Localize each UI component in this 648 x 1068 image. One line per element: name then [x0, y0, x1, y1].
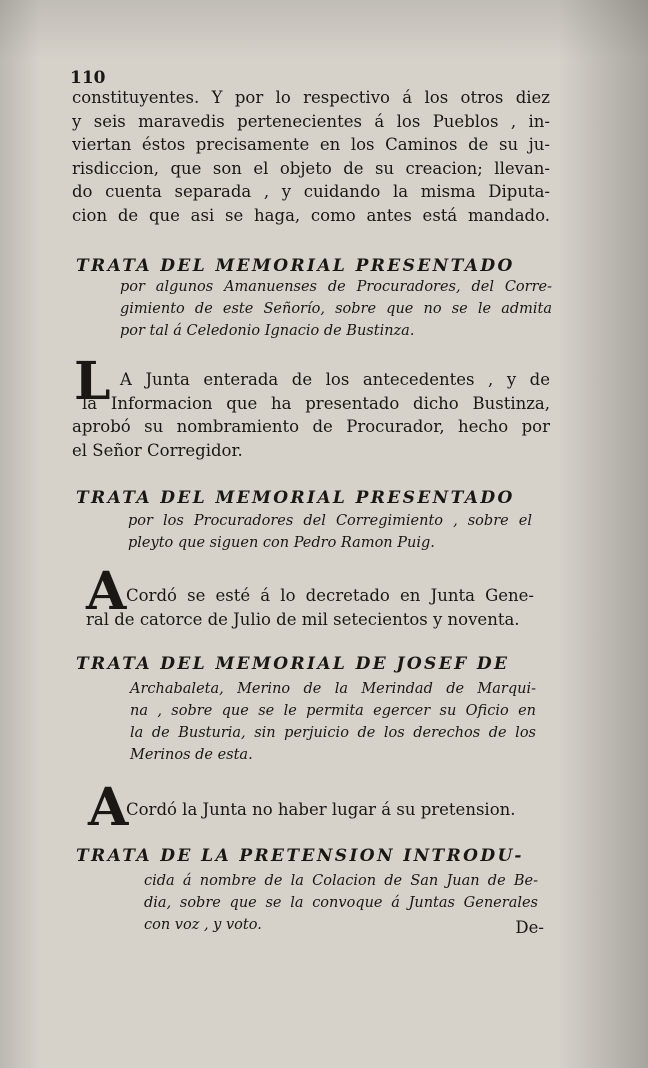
opening-paragraph: [72, 86, 550, 227]
subtitle-line: dia, sobre que se la convoque á Juntas Generales: [144, 895, 538, 911]
section-heading: TRATA DE LA PRETENSION INTRODU-: [76, 846, 524, 866]
subtitle-line: por tal á Celedonio Ignacio de Bustinza.: [120, 323, 415, 339]
section-body: [126, 798, 546, 822]
subtitle-line: pleyto que siguen con Pedro Ramon Puig.: [128, 535, 435, 551]
text-line: Cordó la Junta no haber lugar á su pretension.: [126, 800, 516, 819]
subtitle-line: na , sobre que se le permita egercer su Oficio en: [130, 703, 536, 719]
page-number: 110: [70, 68, 106, 88]
text-line: aprobó su nombramiento de Procurador, hecho por: [72, 417, 550, 436]
subtitle-line: Archabaleta, Merino de la Merindad de Marqui-: [130, 681, 536, 697]
subtitle-line: por algunos Amanuenses de Procuradores, del Corre-: [120, 279, 552, 295]
section-body: [86, 584, 534, 631]
text-line: constituyentes. Y por lo respectivo á los otros diez: [72, 88, 550, 107]
drop-cap-initial: A: [88, 777, 129, 838]
text-line: la Informacion que ha presentado dicho Bustinza,: [82, 393, 550, 413]
text-line: y seis maravedis pertenecientes á los Pueblos , in-: [72, 111, 550, 131]
text-line: cion de que asi se haga, como antes está mandado.: [72, 205, 550, 225]
section-subtitle: [130, 678, 536, 766]
text-line: ral de catorce de Julio de mil setecientos y noventa.: [86, 609, 520, 629]
section-heading: TRATA DEL MEMORIAL DE JOSEF DE: [76, 654, 510, 674]
catchword: De-: [515, 918, 544, 937]
text-line: el Señor Corregidor.: [72, 440, 243, 460]
text-line: Cordó se esté á lo decretado en Junta Gene-: [126, 586, 534, 605]
text-line: A Junta enterada de los antecedentes , y de: [120, 370, 550, 389]
text-line: risdiccion, que son el objeto de su creacion; llevan-: [72, 158, 550, 178]
subtitle-line: por los Procuradores del Corregimiento , sobre el: [128, 513, 532, 529]
subtitle-line: gimiento de este Señorío, sobre que no se le admita: [120, 301, 552, 317]
subtitle-line: Merinos de esta.: [130, 747, 253, 763]
section-heading: TRATA DEL MEMORIAL PRESENTADO: [76, 256, 515, 276]
section-subtitle: [128, 510, 532, 554]
subtitle-line: cida á nombre de la Colacion de San Juan de Be-: [144, 873, 538, 889]
section-subtitle: [120, 276, 552, 342]
text-line: do cuenta separada , y cuidando la misma Diputa-: [72, 182, 550, 201]
subtitle-line: la de Busturia, sin perjuicio de los derechos de los: [130, 725, 536, 741]
section-body: [72, 368, 550, 462]
section-subtitle: [144, 870, 538, 936]
subtitle-line: con voz , y voto.: [144, 917, 262, 933]
drop-cap-initial: L: [74, 351, 111, 412]
drop-cap-initial: A: [86, 561, 127, 622]
section-heading: TRATA DEL MEMORIAL PRESENTADO: [76, 488, 515, 508]
text-line: viertan éstos precisamente en los Caminos de su ju-: [72, 135, 550, 154]
